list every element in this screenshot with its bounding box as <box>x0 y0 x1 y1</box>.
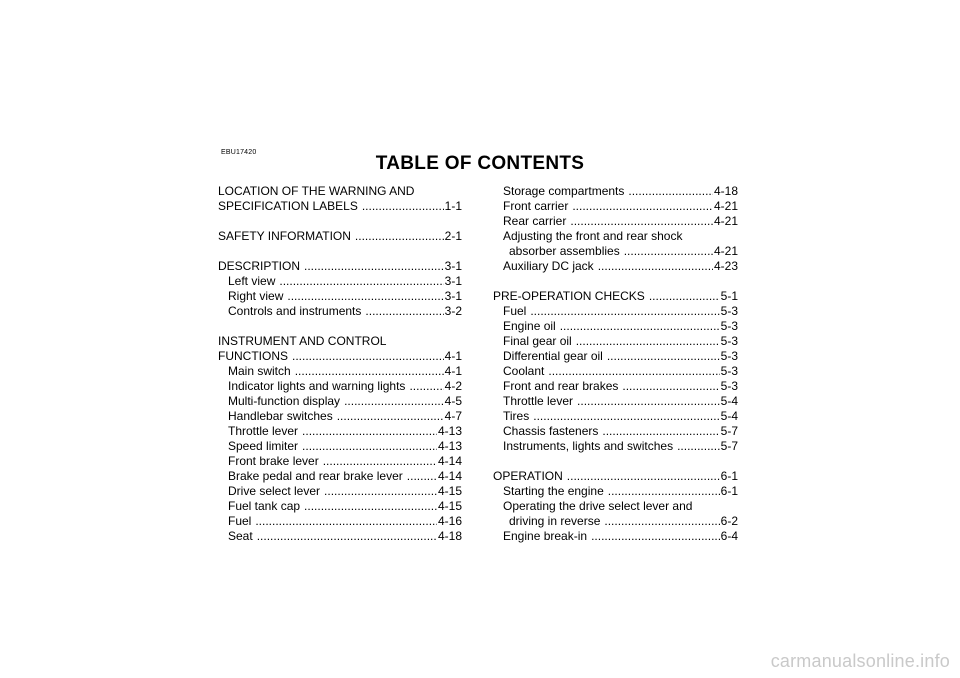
toc-entry-label: Front carrier <box>503 199 569 213</box>
toc-entry-label: Final gear oil <box>503 334 572 348</box>
toc-entry-label: FUNCTIONS <box>218 349 288 363</box>
toc-entry-label: Handlebar switches <box>228 409 333 423</box>
toc-entry[interactable] <box>218 499 462 514</box>
dot-leader <box>409 379 443 394</box>
toc-entry-page: 3-1 <box>444 289 462 303</box>
toc-entry[interactable] <box>493 304 738 319</box>
page-title: TABLE OF CONTENTS <box>375 153 585 174</box>
toc-entry-page: 4-15 <box>437 484 462 498</box>
dot-leader <box>292 349 444 364</box>
dot-leader <box>560 319 720 334</box>
toc-entry[interactable] <box>493 214 738 229</box>
dot-leader <box>407 469 437 484</box>
dot-leader <box>572 199 713 214</box>
toc-entry[interactable] <box>493 244 738 259</box>
toc-entry[interactable] <box>218 364 462 379</box>
toc-entry[interactable] <box>493 259 738 274</box>
dot-leader <box>279 274 443 289</box>
toc-entry[interactable] <box>218 409 462 424</box>
toc-entry[interactable] <box>218 289 462 304</box>
toc-entry-label: SPECIFICATION LABELS <box>218 199 358 213</box>
watermark-text: carmanualsonline.info <box>770 651 950 671</box>
toc-entry[interactable] <box>218 394 462 409</box>
document-code: EBU17420 <box>221 149 257 156</box>
toc-entry-label: absorber assemblies <box>509 244 620 258</box>
dot-leader <box>257 529 437 544</box>
toc-entry[interactable] <box>218 514 462 529</box>
toc-entry-label: Coolant <box>503 364 545 378</box>
toc-entry[interactable] <box>493 379 738 394</box>
toc-entry-page: 4-2 <box>444 379 462 393</box>
dot-leader <box>365 304 443 319</box>
toc-entry-label: Auxiliary DC jack <box>503 259 594 273</box>
toc-entry-label: DESCRIPTION <box>218 259 301 273</box>
toc-section-instrument-line1: INSTRUMENT AND CONTROL <box>218 334 387 348</box>
dot-leader <box>607 349 720 364</box>
toc-entry-page: 4-13 <box>437 439 462 453</box>
toc-entry[interactable] <box>218 454 462 469</box>
toc-entry-label: Tires <box>503 409 530 423</box>
toc-entry-page: 3-1 <box>444 259 462 273</box>
toc-entry-label: Main switch <box>228 364 291 378</box>
dot-leader <box>602 424 719 439</box>
toc-entry-page: 4-15 <box>437 499 462 513</box>
toc-left-column <box>218 184 462 544</box>
toc-entry[interactable] <box>218 484 462 499</box>
toc-entry-page: 6-2 <box>720 514 738 528</box>
toc-entry-page: 3-2 <box>444 304 462 318</box>
toc-section-instrument[interactable] <box>218 349 462 364</box>
toc-section-operation[interactable] <box>493 469 738 484</box>
toc-entry[interactable] <box>493 319 738 334</box>
toc-entry[interactable] <box>493 439 738 454</box>
toc-entry-label: PRE-OPERATION CHECKS <box>493 289 645 303</box>
toc-entry-page: 4-14 <box>437 454 462 468</box>
toc-entry-page: 6-1 <box>720 469 738 483</box>
toc-entry[interactable] <box>493 484 738 499</box>
toc-section-safety[interactable] <box>218 229 462 244</box>
toc-entry-label: Indicator lights and warning lights <box>228 379 406 393</box>
toc-entry-page: 3-1 <box>444 274 462 288</box>
toc-entry-label: driving in reverse <box>509 514 601 528</box>
toc-entry-label: SAFETY INFORMATION <box>218 229 351 243</box>
toc-entry[interactable] <box>218 274 462 289</box>
toc-entry-page: 2-1 <box>444 229 462 243</box>
toc-entry-page: 4-21 <box>713 244 738 258</box>
toc-entry[interactable] <box>493 514 738 529</box>
dot-leader <box>362 199 444 214</box>
toc-entry[interactable] <box>218 424 462 439</box>
toc-entry-page: 4-21 <box>713 214 738 228</box>
toc-entry[interactable] <box>218 304 462 319</box>
dot-leader <box>591 529 720 544</box>
toc-entry-label: Controls and instruments <box>228 304 362 318</box>
toc-entry-page: 5-3 <box>720 319 738 333</box>
toc-entry-page: 4-7 <box>444 409 462 423</box>
dot-leader <box>337 409 444 424</box>
dot-leader <box>608 484 720 499</box>
dot-leader <box>570 214 713 229</box>
dot-leader <box>577 394 720 409</box>
toc-entry-label: Drive select lever <box>228 484 321 498</box>
toc-entry-page: 4-13 <box>437 424 462 438</box>
toc-entry-label: Brake pedal and rear brake lever <box>228 469 403 483</box>
toc-entry-page: 5-3 <box>720 364 738 378</box>
dot-leader <box>576 334 720 349</box>
toc-entry-label: Differential gear oil <box>503 349 603 363</box>
toc-entry-page: 4-14 <box>437 469 462 483</box>
toc-entry-label: Throttle lever <box>228 424 299 438</box>
toc-entry-page: 5-3 <box>720 379 738 393</box>
toc-entry-page: 5-3 <box>720 334 738 348</box>
dot-leader <box>548 364 719 379</box>
toc-section-location[interactable] <box>218 199 462 214</box>
toc-entry[interactable] <box>493 349 738 364</box>
toc-entry-label: Front and rear brakes <box>503 379 619 393</box>
toc-entry-page: 5-4 <box>720 409 738 423</box>
toc-entry-page: 4-16 <box>437 514 462 528</box>
toc-entry-page: 5-7 <box>720 424 738 438</box>
toc-section-location-line1: LOCATION OF THE WARNING AND <box>218 184 415 198</box>
toc-entry-label: Starting the engine <box>503 484 604 498</box>
dot-leader <box>598 259 713 274</box>
toc-entry[interactable] <box>493 184 738 199</box>
toc-entry-label: Fuel <box>228 514 252 528</box>
dot-leader <box>649 289 720 304</box>
toc-entry-label: Front brake lever <box>228 454 319 468</box>
toc-entry[interactable] <box>493 424 738 439</box>
toc-entry-page: 5-3 <box>720 304 738 318</box>
toc-entry[interactable] <box>493 394 738 409</box>
toc-entry-page: 5-7 <box>720 439 738 453</box>
dot-leader <box>287 289 443 304</box>
toc-right-column <box>493 184 738 544</box>
toc-entry[interactable] <box>493 199 738 214</box>
toc-entry-label: OPERATION <box>493 469 563 483</box>
dot-leader <box>324 484 437 499</box>
dot-leader <box>255 514 437 529</box>
toc-entry[interactable] <box>493 334 738 349</box>
toc-entry-label: Chassis fasteners <box>503 424 599 438</box>
toc-entry-label: Seat <box>228 529 253 543</box>
toc-entry-label: Engine break-in <box>503 529 588 543</box>
toc-entry[interactable] <box>493 364 738 379</box>
dot-leader <box>302 424 437 439</box>
dot-leader <box>567 469 720 484</box>
dot-leader <box>304 499 437 514</box>
toc-entry-label: Storage compartments <box>503 184 625 198</box>
toc-section-pre-operation[interactable] <box>493 289 738 304</box>
toc-entry-label: Fuel tank cap <box>228 499 301 513</box>
toc-entry[interactable] <box>218 469 462 484</box>
toc-entry-page: 4-18 <box>713 184 738 198</box>
toc-entry-wrap-line1: Operating the drive select lever and <box>503 499 693 513</box>
dot-leader <box>355 229 444 244</box>
toc-entry-label: Right view <box>228 289 284 303</box>
toc-entry-page: 6-1 <box>720 484 738 498</box>
dot-leader <box>323 454 437 469</box>
toc-entry-label: Multi-function display <box>228 394 341 408</box>
toc-entry-page: 6-4 <box>720 529 738 543</box>
toc-entry-page: 4-1 <box>444 364 462 378</box>
dot-leader <box>295 364 444 379</box>
dot-leader <box>533 409 719 424</box>
toc-entry-label: Rear carrier <box>503 214 567 228</box>
toc-entry-page: 5-3 <box>720 349 738 363</box>
toc-entry-page: 5-1 <box>720 289 738 303</box>
toc-entry-label: Engine oil <box>503 319 556 333</box>
toc-entry[interactable] <box>218 439 462 454</box>
toc-entry-page: 1-1 <box>444 199 462 213</box>
toc-entry-label: Left view <box>228 274 276 288</box>
dot-leader <box>677 439 720 454</box>
toc-entry-label: Speed limiter <box>228 439 299 453</box>
toc-entry-page: 5-4 <box>720 394 738 408</box>
toc-entry[interactable] <box>218 529 462 544</box>
toc-entry[interactable] <box>493 529 738 544</box>
toc-entry-label: Fuel <box>503 304 527 318</box>
dot-leader <box>624 244 713 259</box>
toc-entry-label: Instruments, lights and switches <box>503 439 674 453</box>
toc-entry[interactable] <box>218 379 462 394</box>
dot-leader <box>530 304 719 319</box>
toc-entry-page: 4-21 <box>713 199 738 213</box>
toc-entry[interactable] <box>493 409 738 424</box>
dot-leader <box>622 379 719 394</box>
toc-entry-page: 4-5 <box>444 394 462 408</box>
toc-entry-page: 4-23 <box>713 259 738 273</box>
toc-entry-page: 4-18 <box>437 529 462 543</box>
dot-leader <box>344 394 444 409</box>
dot-leader <box>628 184 713 199</box>
dot-leader <box>604 514 719 529</box>
toc-entry-label: Throttle lever <box>503 394 574 408</box>
toc-entry-page: 4-1 <box>444 349 462 363</box>
toc-section-description[interactable] <box>218 259 462 274</box>
dot-leader <box>302 439 437 454</box>
dot-leader <box>304 259 444 274</box>
toc-entry-wrap-line1: Adjusting the front and rear shock <box>503 229 683 243</box>
